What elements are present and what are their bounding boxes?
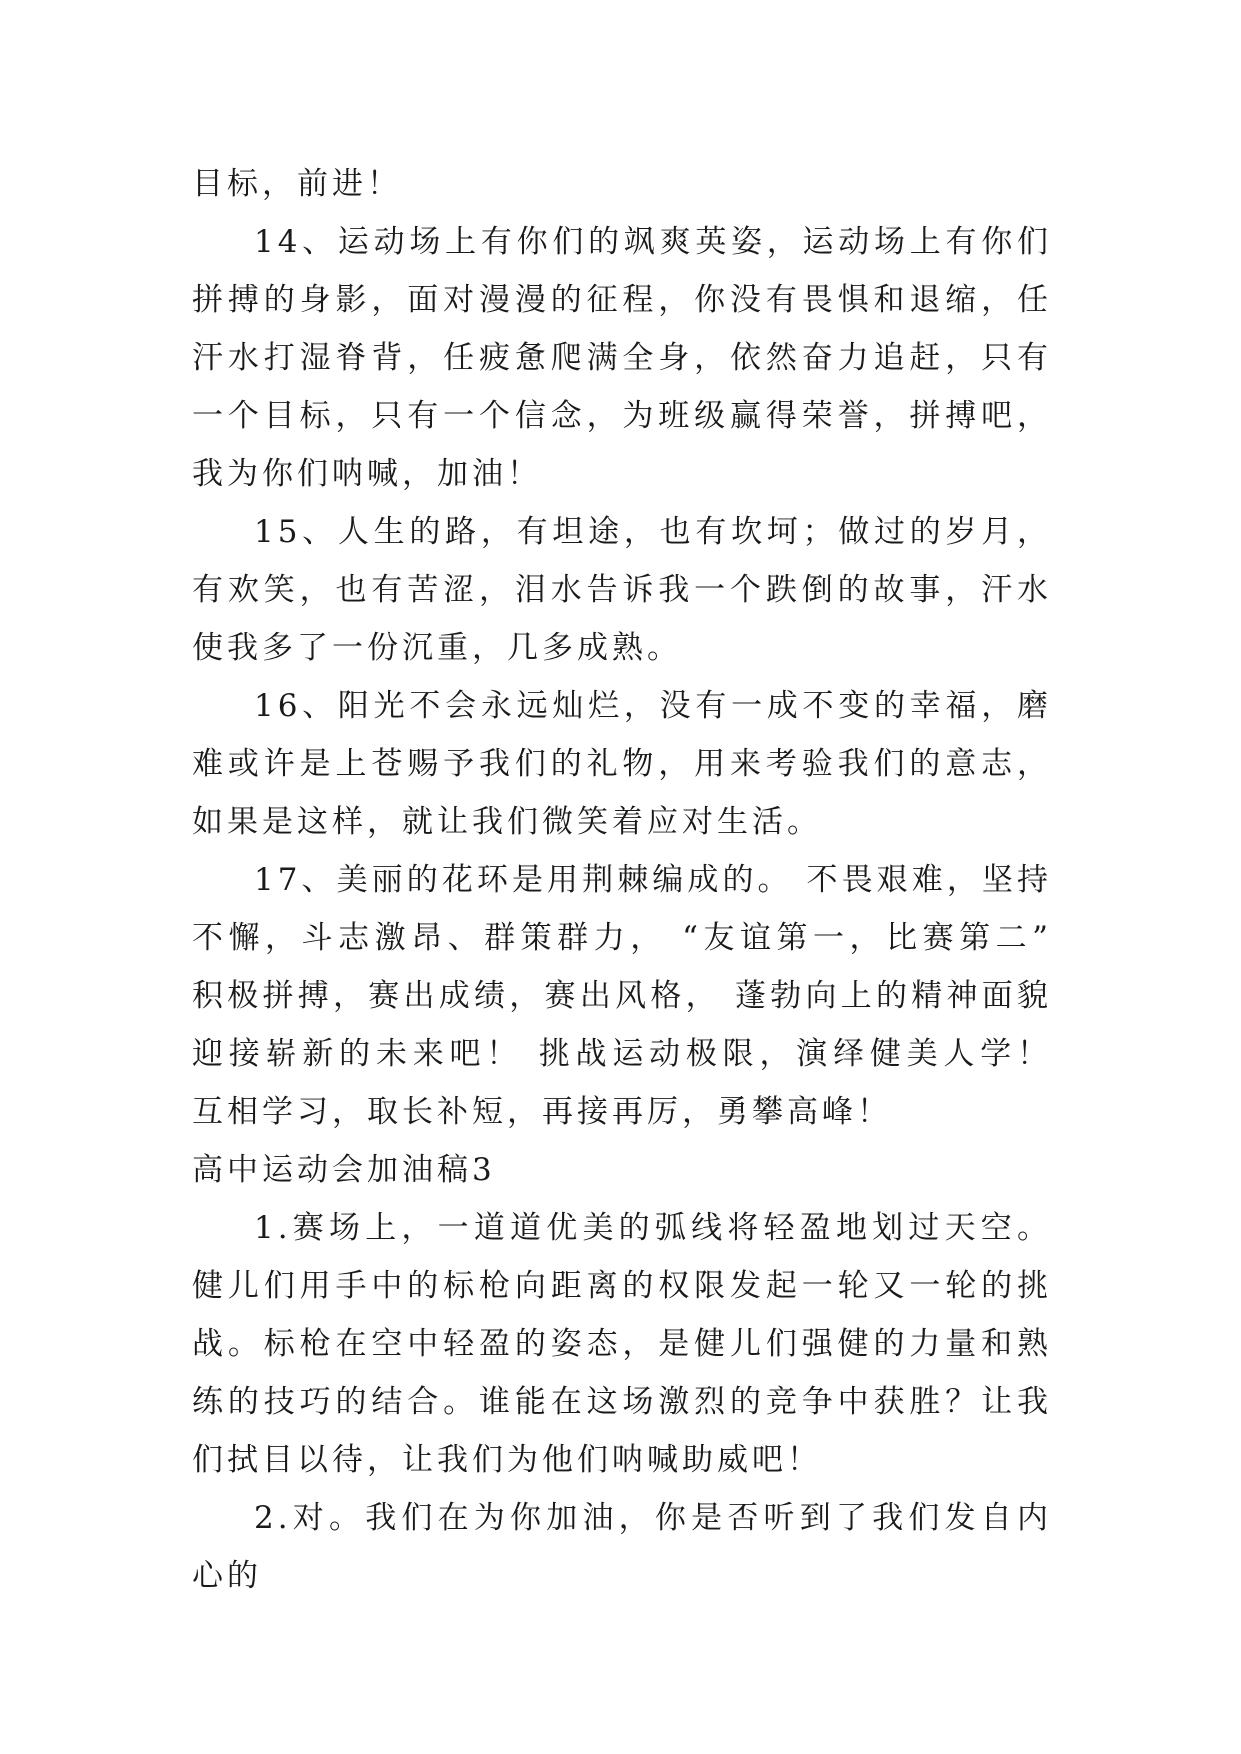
paragraph-item-15: 15、人生的路，有坦途，也有坎坷；做过的岁月，有欢笑，也有苦涩，泪水告诉我一个跌倒的故事，汗水使我多了一份沉重，几多成熟。 <box>192 514 1052 666</box>
paragraph-item-17: 17、美丽的花环是用荆棘编成的。 不畏艰难，坚持不懈，斗志激昂、群策群力， “友谊第一，比赛第二” 积极拼搏，赛出成绩，赛出风格， 蓬勃向上的精神面貌 迎接崭新的未来吧！ 挑战运动极限，演绎健美人学！ 互相学习，取长补短，再接再厉，勇攀高峰！ <box>192 862 1052 1130</box>
document-body <box>192 155 1052 1605</box>
section-heading: 高中运动会加油稿3 <box>192 1152 496 1188</box>
paragraph-item-14: 14、运动场上有你们的飒爽英姿，运动场上有你们拼搏的身影，面对漫漫的征程，你没有畏惧和退缩，任汗水打湿脊背，任疲惫爬满全身，依然奋力追赶，只有一个目标，只有一个信念，为班级赢得荣誉，拼搏吧，我为你们呐喊，加油！ <box>192 224 1052 492</box>
paragraph-item-2: 2.对。我们在为你加油，你是否听到了我们发自内心的 <box>192 1500 1052 1594</box>
paragraph-item-1: 1.赛场上，一道道优美的弧线将轻盈地划过天空。健儿们用手中的标枪向距离的权限发起一轮又一轮的挑战。标枪在空中轻盈的姿态，是健儿们强健的力量和熟练的技巧的结合。谁能在这场激烈的竞争中获胜？让我们拭目以待，让我们为他们呐喊助威吧！ <box>192 1210 1052 1478</box>
paragraph-item-16: 16、阳光不会永远灿烂，没有一成不变的幸福，磨难或许是上苍赐予我们的礼物，用来考验我们的意志，如果是这样，就让我们微笑着应对生活。 <box>192 688 1052 840</box>
paragraph-continuation: 目标，前进！ <box>192 166 402 202</box>
